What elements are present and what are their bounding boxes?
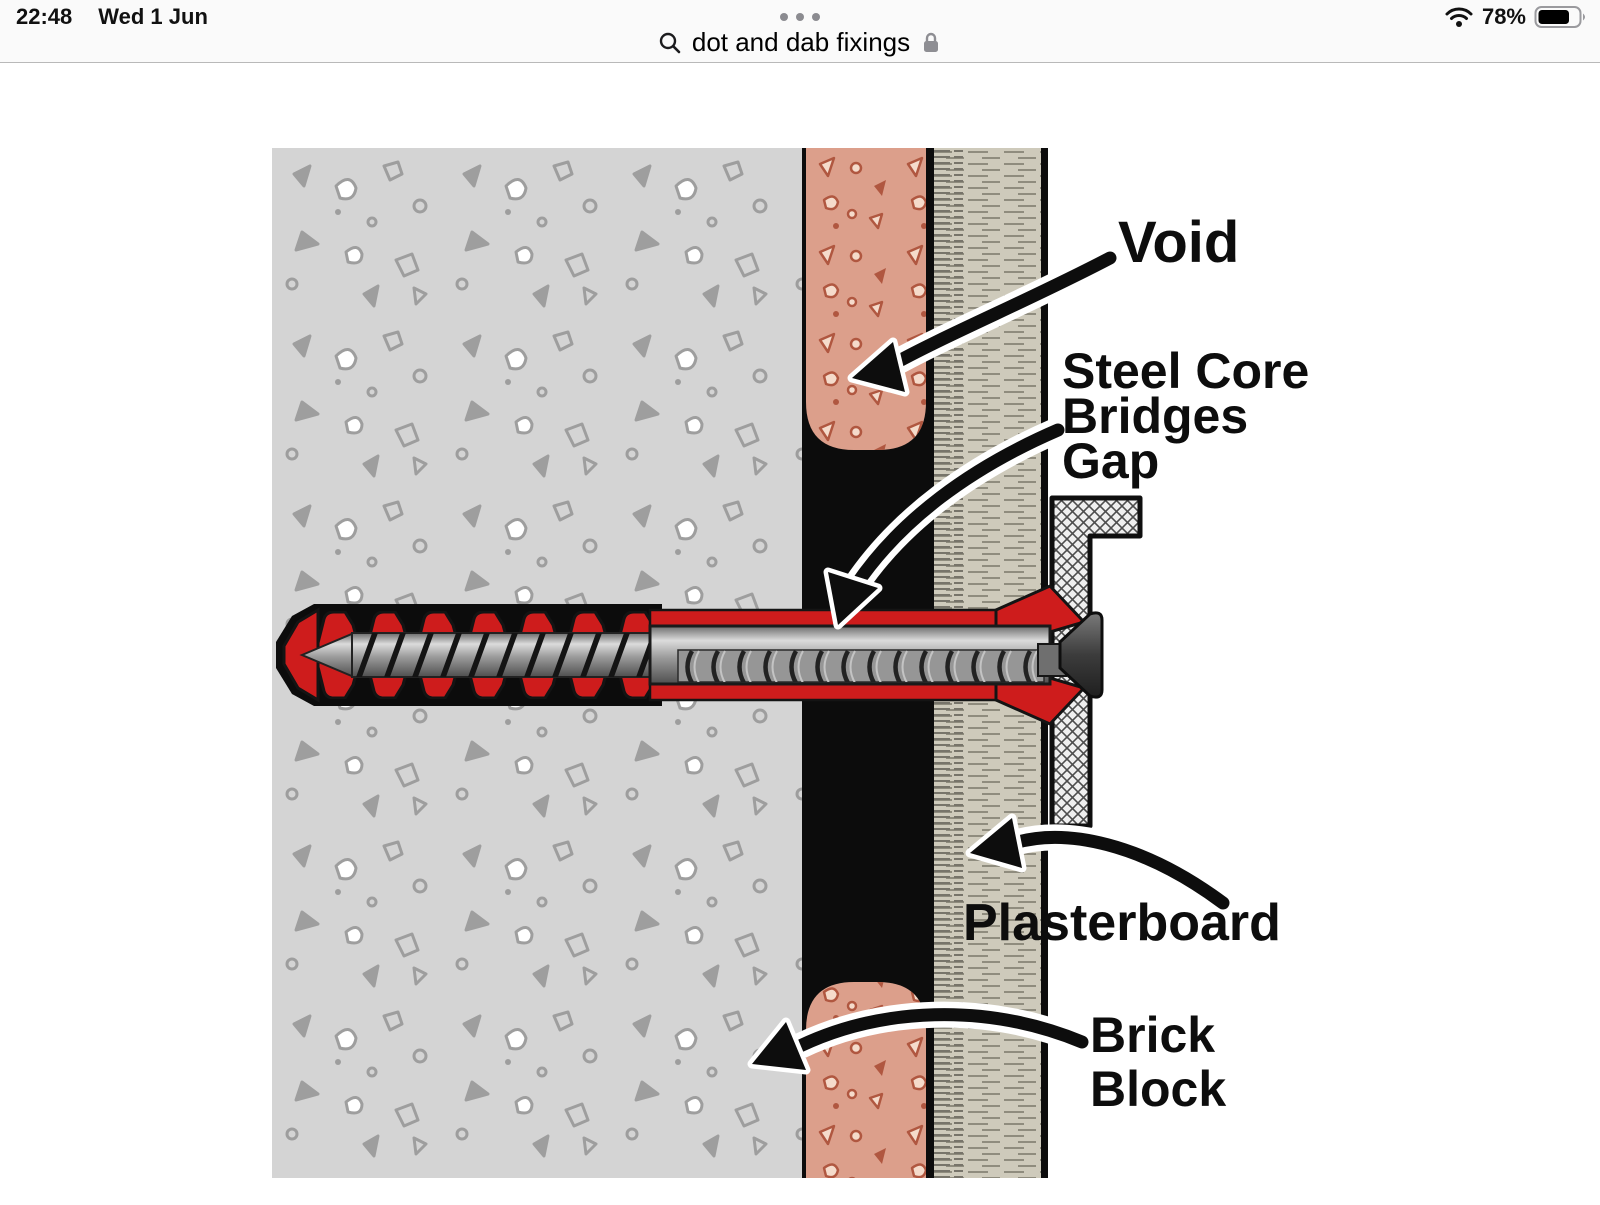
lock-icon: [920, 31, 942, 55]
label-steel-core-2: Bridges: [1062, 388, 1249, 444]
status-date: Wed 1 Jun: [98, 4, 208, 29]
label-brick-1: Brick: [1090, 1007, 1216, 1063]
wifi-icon: [1444, 5, 1474, 29]
label-plasterboard: Plasterboard: [963, 894, 1281, 952]
battery-percent: 78%: [1481, 4, 1526, 29]
address-bar[interactable]: [0, 27, 1600, 58]
status-right: [1444, 4, 1590, 30]
sleeve-threads: [678, 650, 1044, 682]
battery-icon: [1534, 4, 1590, 30]
adhesive-dab-top: [806, 148, 926, 450]
tab-overflow-icon[interactable]: [0, 13, 1600, 21]
label-steel-core-1: Steel Core: [1062, 343, 1310, 399]
browser-chrome: [0, 0, 1600, 63]
label-steel-core-3: Gap: [1062, 433, 1160, 489]
status-time: 22:48: [16, 4, 73, 29]
dot-icon: [796, 13, 804, 21]
search-icon: [658, 31, 682, 55]
dot-icon: [780, 13, 788, 21]
screw-threads: [356, 633, 654, 677]
address-bar-query: dot and dab fixings: [691, 27, 911, 57]
dot-icon: [812, 13, 820, 21]
label-brick-2: Block: [1090, 1061, 1227, 1117]
label-void: Void: [1118, 210, 1240, 275]
